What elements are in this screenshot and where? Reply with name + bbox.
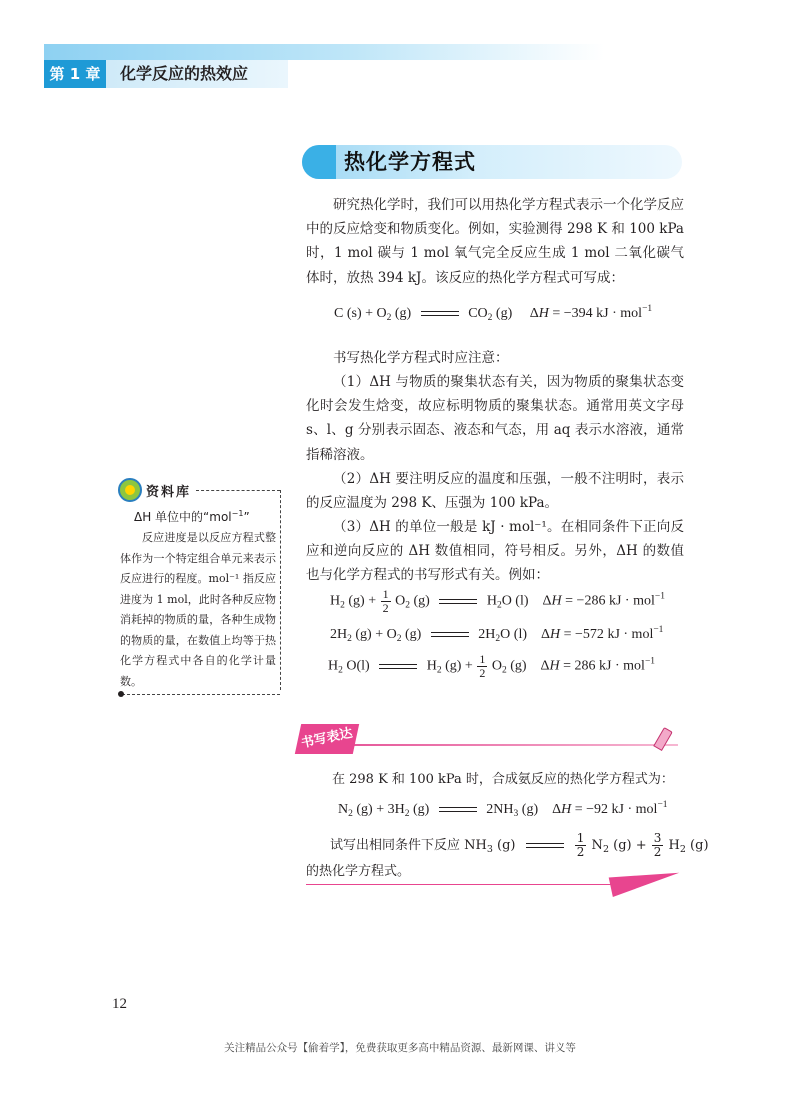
section-heading-cap — [302, 145, 336, 179]
header-stripe — [44, 44, 604, 60]
chapter-tag: 第 1 章 — [44, 60, 106, 88]
sidebar-right-border — [280, 490, 281, 690]
equation-water-decomposition: $H_2$ O(l) $H_2$ (g) + $\frac{1}{2}$ $O_2$ (g) ΔH = 286 kJ · mol$^{-1}$ — [328, 652, 656, 680]
section-heading — [302, 145, 682, 179]
sidebar-label: 资料库 — [146, 485, 192, 500]
equation-2h2-water: $2H_2$ $(g) + O_2$ (g) $2H_2O$ (l) ΔH = −572 kJ · mol$^{-1}$ — [330, 625, 664, 644]
sidebar-resource-box — [118, 476, 280, 694]
exercise-prompt: 在 298 K 和 100 kPa 时，合成氨反应的热化学方程式为： — [332, 772, 674, 787]
note-2: （2）ΔH 要注明反应的温度和压强，一般不注明时，表示的反应温度为 298 K、压强为 100 kPa。 — [306, 471, 684, 512]
pencil-icon — [653, 727, 673, 751]
section-title: 热化学方程式 — [344, 150, 476, 174]
exercise-divider — [350, 744, 678, 746]
page-number: 12 — [112, 996, 127, 1012]
exercise-badge: 书写表达 — [295, 724, 359, 754]
magnifier-icon — [118, 478, 142, 502]
exercise-task-end: 的热化学方程式。 — [306, 864, 411, 879]
chapter-title: 化学反应的热效应 — [106, 60, 288, 88]
note-3: （3）ΔH 的单位一般是 kJ · mol⁻¹。在相同条件下正向反应和逆向反应的 ΔH 数值相同，符号相反。另外，ΔH 的数值也与化学方程式的书写形式有关。例如： — [306, 519, 684, 584]
equation-carbon-combustion: C $(s) + O_2$ (g) $CO_2$ (g) ΔH = −394 kJ · mol$^{-1}$ — [334, 304, 653, 323]
exercise-task: 试写出相同条件下反应 $NH_3$ (g) $\frac{1}{2}$ $N_2$ (g) + $\frac{3}{2}$ $H_2$ (g) — [330, 831, 709, 859]
intro-paragraph: 研究热化学时，我们可以用热化学方程式表示一个化学反应中的反应焓变和物质变化。例如，实验测得 298 K 和 100 kPa 时，1 mol 碳与 1 mol 氧气完全反应生成 1 mol 二氧化碳气体时，放热 394 kJ。该反应的热化学方程式可写成： — [306, 197, 684, 286]
sidebar-bottom-border — [122, 694, 280, 695]
sidebar-top-border — [196, 490, 280, 491]
exercise-bottom-line — [306, 884, 646, 885]
equation-ammonia-synthesis: $N_2$ $(g) + 3H_2$ (g) $2NH_3$ (g) ΔH = −92 kJ · mol$^{-1}$ — [338, 800, 668, 819]
notes-intro: 书写热化学方程式时应注意： — [333, 350, 509, 366]
footer-note: 关注精品公众号【偷着学】，免费获取更多高中精品资源、最新网课、讲义等 — [224, 1042, 576, 1054]
sidebar-subtitle: ΔH 单位中的“mol$^{-1}$” — [134, 509, 250, 524]
sidebar-text: 反应进度是以反应方程式整体作为一个特定组合单元来表示反应进行的程度。mol⁻¹ 指反应进度为 1 mol，此时各种反应物消耗掉的物质的量，各种生成物的物质的量，在数值上均等于热化学方程式中各自的化学计量数。 — [120, 531, 276, 688]
equation-h2-water-liquid: $H_2$ (g) + $\frac{1}{2}$ $O_2$ (g) $H_2O$ (l) ΔH = −286 kJ · mol$^{-1}$ — [330, 587, 665, 615]
note-1: （1）ΔH 与物质的聚集状态有关，因为物质的聚集状态变化时会发生焓变，故应标明物质的聚集状态。通常用英文字母 s、l、g 分别表示固态、液态和气态，用 aq 表示水溶液，通常指稀溶液。 — [306, 374, 684, 463]
